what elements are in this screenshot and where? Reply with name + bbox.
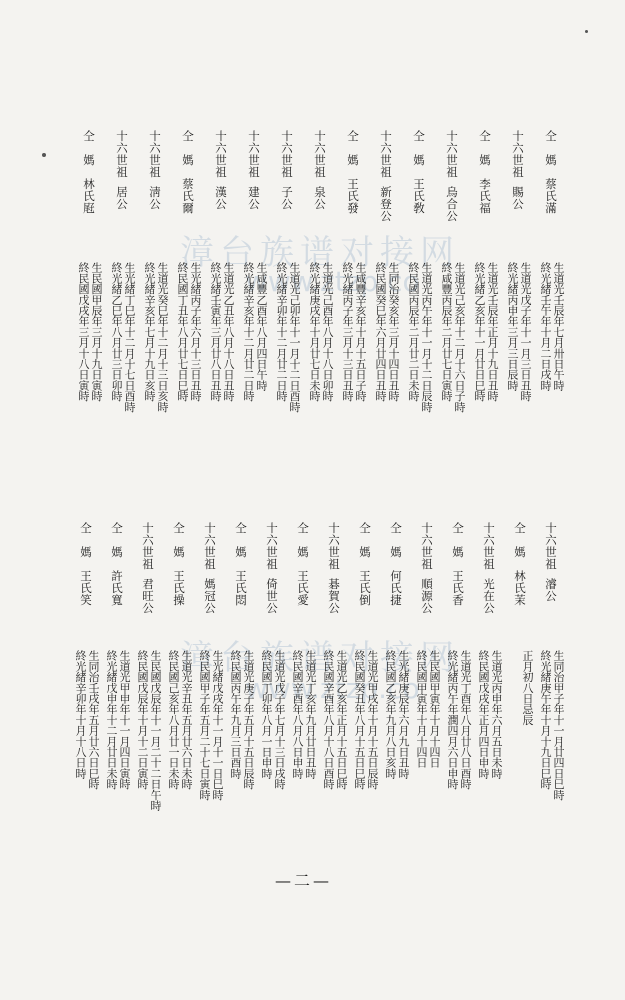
ancestor-name: 仝 媽 王氏操	[172, 522, 186, 606]
ancestor-name: 居公	[115, 186, 129, 210]
birth-date: 生道光壬辰年七月卅日午時	[552, 262, 565, 391]
birth-date: 生同治甲子年十一月廿四日巳時	[552, 650, 565, 800]
birth-date: 生光緒庚辰年六月九日丑時	[397, 650, 410, 779]
ancestor-name: 泉公	[313, 186, 327, 210]
birth-date: 生道光戊子年七月十三日戌時	[273, 650, 286, 790]
ancestor-name: 仝 媽 蔡氏滿	[544, 130, 558, 214]
watermark-top-url: www.ztzp.co	[245, 265, 420, 298]
ancestor-name: 仝 媽 王氏愛	[296, 522, 310, 606]
generation-label: 十六世祖	[141, 522, 155, 570]
ancestor-name: 仝 媽 何氏捷	[389, 522, 403, 606]
ancestor-name: 子公	[280, 186, 294, 210]
generation-label: 十六世祖	[327, 522, 341, 570]
death-date: 終民國甲寅年十月十四日	[415, 650, 428, 768]
generation-label: 十六世祖	[247, 130, 261, 178]
birth-date: 生民國戊辰年十一月二十二日午時	[149, 650, 162, 811]
generation-label: 十六世祖	[379, 130, 393, 178]
ancestor-name: 仝 媽 李氏福	[478, 130, 492, 214]
generation-label: 十六世祖	[313, 130, 327, 178]
ancestor-name: 媽冠公	[203, 578, 217, 614]
birth-date: 生民國甲寅年十月十四日	[428, 650, 441, 768]
birth-date: 生同治壬戌年五月廿六日巳時	[87, 650, 100, 790]
death-date: 終咸豐丙辰年二月廿七日寅時	[440, 262, 453, 402]
birth-date: 生民國甲辰年三月十九日寅時	[90, 262, 103, 402]
ancestor-name: 碁賀公	[327, 578, 341, 614]
birth-date: 生道光庚子年五月十五日辰時	[242, 650, 255, 790]
ancestor-name: 賜公	[511, 186, 525, 210]
birth-date: 生道光丙午年十一月十二日辰時	[420, 262, 433, 412]
birth-date: 生道光辛丑年五月廿六日未時	[180, 650, 193, 790]
death-date: 終光緒丙申年三月三日辰時	[506, 262, 519, 391]
death-date: 終民國戊辰年十月十二日寅時	[136, 650, 149, 790]
death-date: 終民國丙辰年二月廿二日未時	[407, 262, 420, 402]
death-date: 終光緒辛亥年七月十九日亥時	[143, 262, 156, 402]
death-date: 終光緒乙巳年八月廿三日卯時	[110, 262, 123, 402]
page-number: —二—	[275, 871, 333, 890]
birth-date: 生道光己酉年八月十八日卯時	[321, 262, 334, 402]
speck	[42, 153, 46, 157]
birth-date: 生道光甲申年十一月四日寅時	[118, 650, 131, 790]
death-date: 終民國癸丑年八月十五日巳時	[353, 650, 366, 790]
birth-date: 生光緒戊戌年十一月十一日巳時	[211, 650, 224, 800]
generation-label: 十六世祖	[544, 522, 558, 570]
birth-date: 生道光壬辰年正月十九日丑時	[486, 262, 499, 402]
ancestor-name: 漢公	[214, 186, 228, 210]
birth-date: 生同治癸亥年三月十四日丑時	[387, 262, 400, 402]
watermark-top: 漳台族谱对接网	[180, 233, 460, 273]
birth-date: 正月初八日忌辰	[521, 650, 534, 725]
ancestor-name: 仝 媽 蔡氏爾	[181, 130, 195, 214]
ancestor-name: 倚世公	[265, 578, 279, 614]
ancestor-name: 君旺公	[141, 578, 155, 614]
ancestor-name: 仝 媽 林氏茉	[513, 522, 527, 606]
birth-date: 生道光戊子年十一月三日丑時	[519, 262, 532, 402]
ancestor-name: 順源公	[420, 578, 434, 614]
birth-date: 生光緒丁巳年十二月十七日酉時	[123, 262, 136, 412]
birth-date: 生道光丁酉年八月廿八日酉時	[459, 650, 472, 790]
ancestor-name: 仝 媽 王氏敎	[412, 130, 426, 214]
ancestor-name: 仝 媽 王氏香	[451, 522, 465, 606]
death-date: 終民國丙午年九月三日酉時	[229, 650, 242, 779]
death-date: 終光緒辛亥年十二月廿二日時	[242, 262, 255, 402]
ancestor-name: 新登公	[379, 186, 393, 222]
watermark-bottom-url: www.ztzp.co	[245, 672, 420, 705]
generation-label: 十六世祖	[420, 522, 434, 570]
death-date: 終光緒辛卯年十二月廿二日時	[275, 262, 288, 402]
generation-label: 十六世祖	[148, 130, 162, 178]
death-date: 終民國丁丑年八月廿七日巳時	[176, 262, 189, 402]
death-date: 終民國乙亥年九月八日亥時	[384, 650, 397, 779]
generation-label: 十六世祖	[203, 522, 217, 570]
death-date: 終民國辛酉年八月八日申時	[291, 650, 304, 779]
death-date: 終光緒辛卯年十月十八日時	[74, 650, 87, 779]
ancestor-name: 濬公	[544, 578, 558, 602]
death-date: 終民國甲子年五月二十七日寅時	[198, 650, 211, 800]
death-date: 終民國癸巳年六月廿四日丑時	[374, 262, 387, 402]
ancestor-name: 光在公	[482, 578, 496, 614]
death-date: 終光緒丙子年三月十三日丑時	[341, 262, 354, 402]
death-date: 終民國辛酉年八月十八日酉時	[322, 650, 335, 790]
birth-date: 生光緒丙子年六月十三日丑時	[189, 262, 202, 402]
death-date: 終民國己亥年八月廿一日未時	[167, 650, 180, 790]
birth-date: 生道光己亥年十二月十六日子時	[453, 262, 466, 412]
birth-date: 生道光癸巳年十二月十三日亥時	[156, 262, 169, 412]
generation-label: 十六世祖	[280, 130, 294, 178]
generation-label: 十六世祖	[115, 130, 129, 178]
birth-date: 生道光丙申年六月五日未時	[490, 650, 503, 779]
birth-date: 生咸豐辛亥年十月十五日子時	[354, 262, 367, 402]
ancestor-name: 建公	[247, 186, 261, 210]
death-date: 終民國戊戌年正月四日申時	[477, 650, 490, 779]
death-date: 終光緒丙午年潤四月六日申時	[446, 650, 459, 790]
birth-date: 生道光甲戌年十月十五日辰時	[366, 650, 379, 790]
death-date: 終光緒庚戌年十月廿七日未時	[308, 262, 321, 402]
ancestor-name: 仝 媽 王氏悶	[234, 522, 248, 606]
ancestor-name: 烏合公	[445, 186, 459, 222]
generation-label: 十六世祖	[445, 130, 459, 178]
death-date: 終光緒壬寅年三月廿八日丑時	[209, 262, 222, 402]
death-date: 終民國戊戌年三月十八日寅時	[77, 262, 90, 402]
birth-date: 生道光乙亥年正月十五日巳時	[335, 650, 348, 790]
ancestor-name: 仝 媽 王氏發	[346, 130, 360, 214]
ancestor-name: 仝 媽 許氏寬	[110, 522, 124, 606]
ancestor-name: 仝 媽 王氏倒	[358, 522, 372, 606]
birth-date: 生道光乙丑年八月十八日丑時	[222, 262, 235, 402]
speck	[585, 30, 588, 33]
birth-date: 生道光己卯年十一月十二日酉時	[288, 262, 301, 412]
generation-label: 十六世祖	[214, 130, 228, 178]
generation-label: 十六世祖	[265, 522, 279, 570]
birth-date: 生咸豐乙酉年八月四日午時	[255, 262, 268, 391]
death-date: 終光緒戊申年十二月廿日未時	[105, 650, 118, 790]
ancestor-name: 仝 媽 王氏笑	[79, 522, 93, 606]
death-date: 終光緒乙亥年十一月廿日巳時	[473, 262, 486, 402]
generation-label: 十六世祖	[511, 130, 525, 178]
ancestor-name: 仝 媽 林氏屘	[82, 130, 96, 214]
generation-label: 十六世祖	[482, 522, 496, 570]
death-date: 終民國丁卯年八月一日申時	[260, 650, 273, 779]
ancestor-name: 淸公	[148, 186, 162, 210]
birth-date: 生道光丁亥年九月廿日丑時	[304, 650, 317, 779]
watermark-bottom: 漳台族谱对接网	[180, 638, 460, 678]
death-date: 終光緒庚午年十月十九日巳時	[539, 650, 552, 790]
death-date: 終光緒壬午年十月二日戌時	[539, 262, 552, 391]
